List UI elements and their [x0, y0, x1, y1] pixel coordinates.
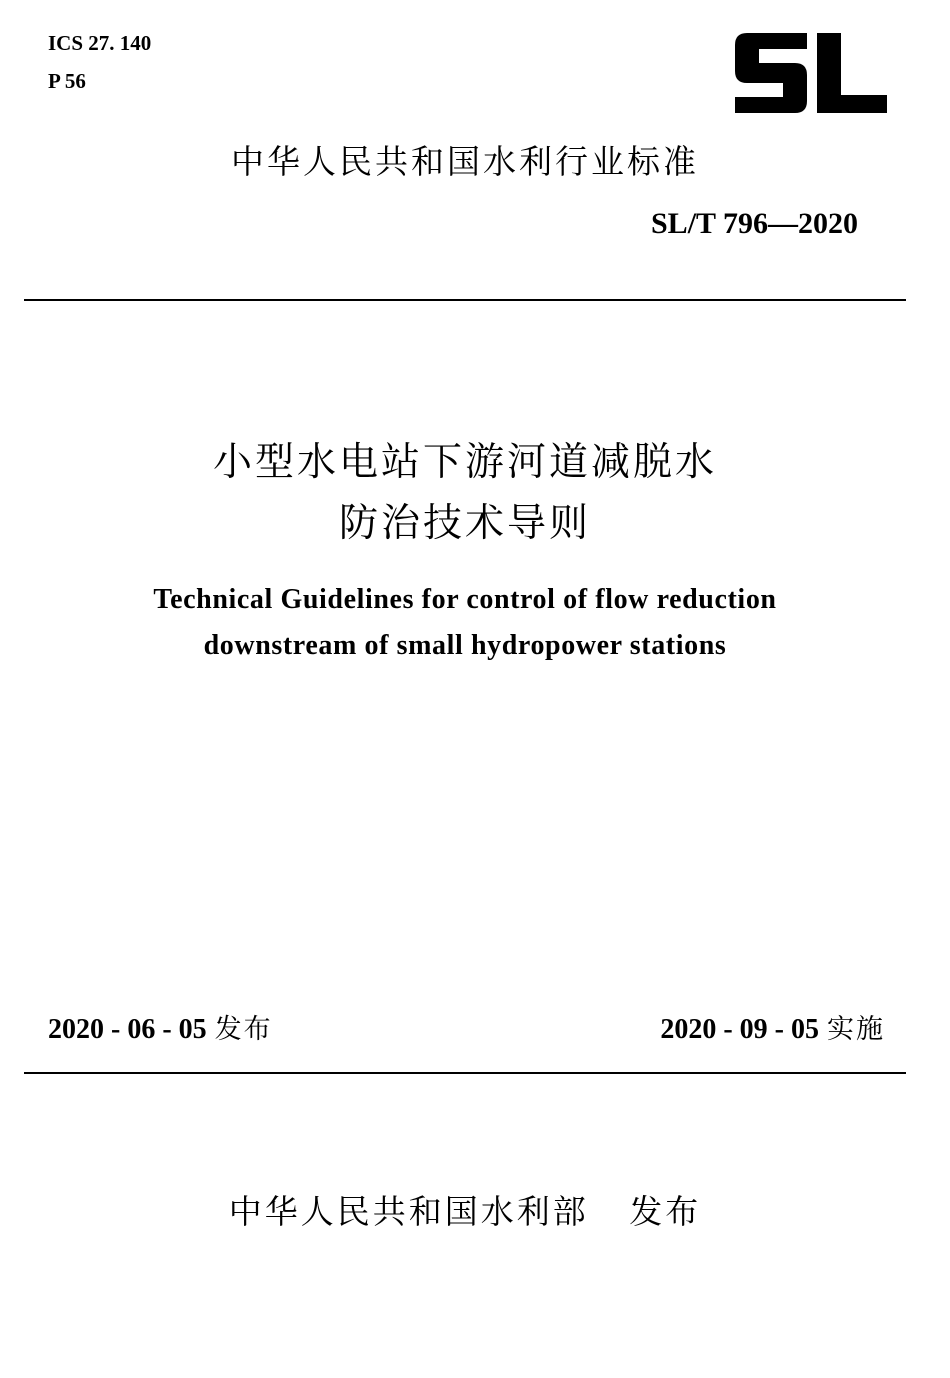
publisher: 中华人民共和国水利部 发布: [228, 1192, 702, 1231]
title-english-line-2: downstream of small hydropower stations: [203, 630, 727, 661]
standard-category: 中华人民共和国水利行业标准: [231, 142, 699, 181]
standard-number: SL/T 796—2020: [651, 207, 858, 240]
issue-date-row: [48, 1012, 273, 1048]
title-english-line-1: Technical Guidelines for control of flow reduction: [153, 584, 777, 615]
ics-code: ICS 27. 140: [48, 31, 152, 55]
sl-logo: [733, 33, 889, 113]
top-divider: [24, 299, 906, 301]
implement-date: 2020 - 09 - 05: [660, 1014, 819, 1045]
title-chinese-line-1: 小型水电站下游河道减脱水: [212, 440, 717, 485]
title-chinese-line-2: 防治技术导则: [338, 501, 591, 546]
bottom-divider: [24, 1072, 906, 1074]
issue-label: 发布: [214, 1014, 273, 1045]
implement-label: 实施: [827, 1014, 885, 1045]
issue-date: 2020 - 06 - 05: [48, 1014, 207, 1045]
ccs-code: P 56: [48, 69, 86, 93]
implement-date-row: [660, 1012, 885, 1048]
